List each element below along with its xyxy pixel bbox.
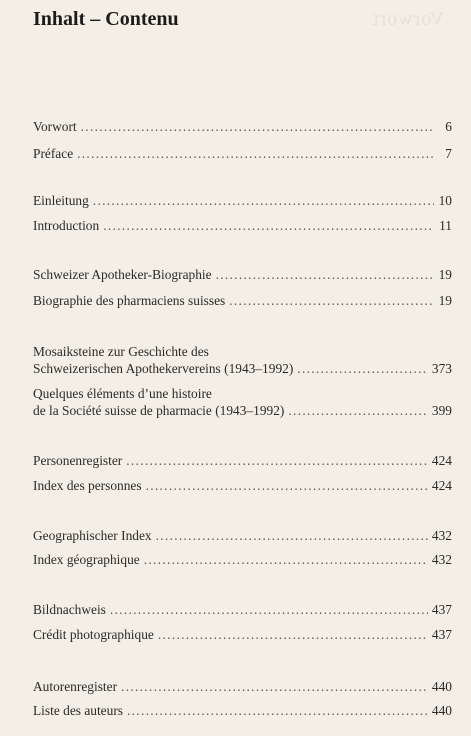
toc-entry-apotheker-biographie[interactable] [33,266,452,283]
toc-page-number: 440 [431,703,452,718]
toc-entry-title: Personenregister [33,453,123,468]
toc-page-number: 432 [431,528,452,543]
toc-entry-index-geographique[interactable] [33,551,452,568]
dot-leader [144,551,428,568]
toc-entry-title: Liste des auteurs [33,703,123,718]
toc-entry-title: Geographischer Index [33,528,152,543]
toc-page-number: 7 [445,146,452,161]
toc-page-number: 399 [431,403,452,418]
toc-entry-personenregister[interactable] [33,452,452,469]
toc-entry-title: Crédit photographique [33,627,154,642]
toc-entry-title: Introduction [33,218,100,233]
dot-leader [81,118,434,135]
toc-entry-credit-photographique[interactable] [33,626,452,643]
dot-leader [121,678,428,695]
toc-page-number: 11 [439,218,452,233]
toc-entry-title-line2: de la Société suisse de pharmacie (1943–1992) [33,403,285,418]
dot-leader [229,292,434,309]
toc-entry-geographischer-index[interactable] [33,527,452,544]
toc-entry-mosaiksteine[interactable] [33,343,452,377]
toc-entry-title: Index géographique [33,552,140,567]
toc-page-number: 19 [438,267,452,282]
toc-entry-title: Vorwort [33,119,77,134]
toc-entry-quelques-elements[interactable] [33,385,452,419]
toc-page-number: 424 [431,478,452,493]
toc-page-number: 437 [431,602,452,617]
dot-leader [126,452,428,469]
dot-leader [158,626,428,643]
toc-entry-title: Index des personnes [33,478,142,493]
page-title: Inhalt – Contenu [33,8,179,30]
toc-entry-index-personnes[interactable] [33,477,452,494]
dot-leader [146,477,428,494]
toc-entry-liste-auteurs[interactable] [33,702,452,719]
toc-entry-introduction[interactable] [33,217,452,234]
toc-page-number: 432 [431,552,452,567]
toc-page-number: 6 [445,119,452,134]
dot-leader [297,360,428,377]
toc-page-number: 437 [431,627,452,642]
toc-entry-title: Bildnachweis [33,602,106,617]
toc-page-number: 10 [438,193,452,208]
dot-leader [93,192,434,209]
toc-entry-preface[interactable] [33,145,452,162]
toc-page-number: 373 [431,361,452,376]
toc-entry-vorwort[interactable] [33,118,452,135]
dot-leader [156,527,428,544]
toc-page-number: 424 [431,453,452,468]
dot-leader [127,702,428,719]
toc-entry-title-line1: Mosaiksteine zur Geschichte des [33,344,209,359]
toc-page-number: 440 [431,679,452,694]
toc-entry-title-line2: Schweizerischen Apothekervereins (1943–1992) [33,361,294,376]
toc-entry-biographie-pharmaciens[interactable] [33,292,452,309]
toc-entry-title: Schweizer Apotheker-Biographie [33,267,212,282]
toc-entry-title-line1: Quelques éléments d’une histoire [33,386,212,401]
toc-entry-title: Autorenregister [33,679,118,694]
dot-leader [77,145,434,162]
toc-entry-title: Préface [33,146,74,161]
toc-entry-einleitung[interactable] [33,192,452,209]
dot-leader [110,601,428,618]
dot-leader [288,402,428,419]
toc-page-number: 19 [438,293,452,308]
dot-leader [103,217,434,234]
dot-leader [216,266,434,283]
bleed-through-text: Vorwort [372,8,445,30]
toc-entry-title: Biographie des pharmaciens suisses [33,293,226,308]
toc-entry-title: Einleitung [33,193,89,208]
toc-entry-autorenregister[interactable] [33,678,452,695]
toc-entry-bildnachweis[interactable] [33,601,452,618]
